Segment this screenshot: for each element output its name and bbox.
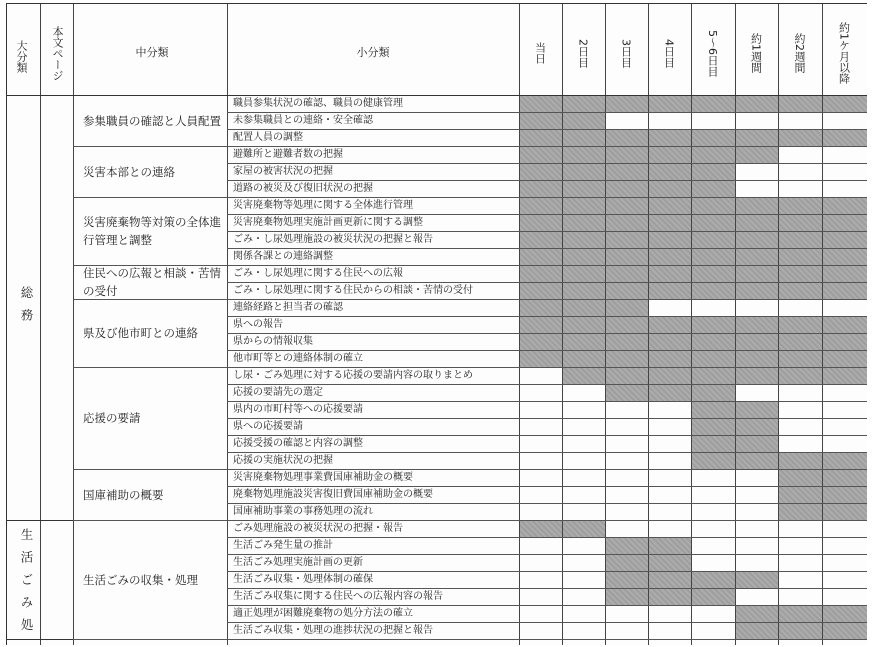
mid-category-label: 応援の要請	[83, 411, 141, 425]
major-group-divider	[7, 520, 73, 521]
column-divider	[605, 4, 606, 645]
mid-category-label: 災害本部との連絡	[83, 164, 175, 179]
mid-category	[73, 146, 227, 197]
schedule-bar	[519, 96, 867, 112]
schedule-bar	[519, 351, 867, 367]
schedule-bar	[519, 164, 735, 180]
task-label: 道路の被災及び復旧状況の把握	[233, 183, 373, 194]
schedule-bar	[519, 232, 867, 248]
major-category: 生活ごみ処	[19, 528, 34, 641]
mid-category	[73, 299, 227, 367]
schedule-bar	[735, 623, 867, 639]
schedule-bar	[519, 249, 867, 265]
period-header: 3日目	[619, 38, 633, 68]
schedule-bar	[519, 317, 867, 333]
column-divider	[227, 4, 228, 645]
mid-category-label: 参集職員の確認と人員配置	[83, 113, 221, 128]
row-divider	[227, 639, 867, 640]
task-label: 生活ごみ処理実施計画の更新	[233, 557, 363, 568]
task-label: 県への報告	[233, 319, 283, 330]
task-label: 応援の要請先の選定	[233, 387, 323, 398]
task-label: 連絡経路と担当者の確認	[233, 302, 343, 313]
schedule-bar	[519, 266, 867, 282]
task-label: 県からの情報収集	[233, 336, 313, 347]
mid-category-label: 国庫補助の概要	[83, 487, 164, 502]
task-label: ごみ処理施設の被災状況の把握・報告	[233, 523, 403, 534]
mid-category-label: 住民への広報と相談・苦情の受付	[83, 266, 221, 298]
task-label: 廃棄物処理施設災害復旧費国庫補助金の概要	[233, 489, 433, 500]
task-label: 他市町等との連絡体制の確立	[233, 353, 363, 364]
column-divider	[822, 4, 823, 645]
task-label: 災害廃棄物処理事業費国庫補助金の概要	[233, 472, 413, 483]
task-label: 生活ごみ収集・処理の進捗状況の把握と報告	[233, 625, 433, 636]
period-header: 2日目	[576, 38, 590, 68]
task-label: 県への応援要請	[233, 421, 303, 432]
column-divider	[735, 4, 736, 645]
task-label: 家屋の被害状況の把握	[233, 166, 333, 177]
mid-category	[73, 95, 227, 146]
mid-category-label: 県及び他市町との連絡	[83, 326, 198, 340]
mid-group-divider	[73, 639, 227, 640]
column-divider	[562, 4, 563, 645]
column-divider	[40, 4, 41, 645]
schedule-bar	[519, 334, 867, 350]
task-label: 災害廃棄物等処理に関する全体進行管理	[233, 200, 413, 211]
schedule-bar	[605, 589, 735, 605]
header-page: 本文ページ	[51, 25, 64, 81]
schedule-bar	[605, 385, 735, 401]
task-label: し尿・ごみ処理に対する応援の要請内容の取りまとめ	[233, 370, 473, 381]
task-label: 県内の市町村等への応援要請	[233, 404, 363, 415]
mid-category	[73, 197, 227, 265]
period-header: 約1週間	[749, 33, 763, 73]
task-label: 適正処理が困難廃棄物の処分方法の確立	[233, 608, 413, 619]
task-label: 国庫補助事業の事務処理の流れ	[233, 506, 373, 517]
task-label: 未参集職員との連絡・安全確認	[233, 115, 373, 126]
period-header: 5〜6日目	[706, 29, 719, 77]
schedule-bar	[519, 215, 867, 231]
schedule-bar	[519, 130, 867, 146]
header-mid: 中分類	[135, 46, 169, 59]
column-divider	[778, 4, 779, 645]
mid-category-label: 生活ごみの収集・処理	[83, 572, 198, 587]
mid-category	[73, 469, 227, 520]
task-label: 生活ごみ発生量の推計	[233, 540, 333, 551]
header-minor: 小分類	[356, 46, 390, 59]
period-header: 4日目	[662, 38, 676, 68]
task-label: ごみ・し尿処理施設の被災状況の把握と報告	[233, 234, 433, 245]
task-label: 生活ごみ収集に関する住民への広報内容の報告	[233, 591, 443, 602]
task-label: 職員参集状況の確認、職員の健康管理	[233, 98, 403, 109]
period-header: 約2週間	[793, 33, 806, 73]
task-label: 災害廃棄物処理実施計画更新に関する調整	[233, 217, 423, 228]
mid-category-label: 災害廃棄物等対策の全体進行管理と調整	[83, 215, 221, 247]
schedule-bar	[519, 181, 735, 197]
schedule-bar	[519, 283, 867, 299]
column-divider	[519, 4, 520, 645]
column-divider	[691, 4, 692, 645]
task-label: 配置人員の調整	[233, 132, 303, 143]
schedule-bar	[519, 300, 648, 316]
period-header: 約1ケ月以降	[837, 22, 851, 84]
task-label: 避難所と避難者数の把握	[233, 149, 343, 160]
header-major: 大分類	[15, 39, 28, 73]
task-label: ごみ・し尿処理に関する住民への広報	[233, 268, 403, 279]
task-label: 応援の実施状況の把握	[233, 455, 333, 466]
period-header: 当日	[533, 42, 547, 64]
schedule-bar	[691, 453, 867, 469]
schedule-bar	[735, 606, 867, 622]
task-label: ごみ・し尿処理に関する住民からの相談・苦情の受付	[233, 285, 473, 296]
task-label: 関係各課との連絡調整	[233, 251, 333, 262]
mid-category	[73, 520, 227, 639]
task-label: 生活ごみ収集・処理体制の確保	[233, 574, 373, 585]
task-label: 応援受援の確認と内容の調整	[233, 438, 363, 449]
schedule-table	[6, 3, 867, 645]
mid-category	[73, 265, 227, 299]
schedule-bar	[519, 198, 867, 214]
column-divider	[648, 4, 649, 645]
mid-category	[73, 367, 227, 469]
major-category: 総務	[19, 285, 34, 331]
